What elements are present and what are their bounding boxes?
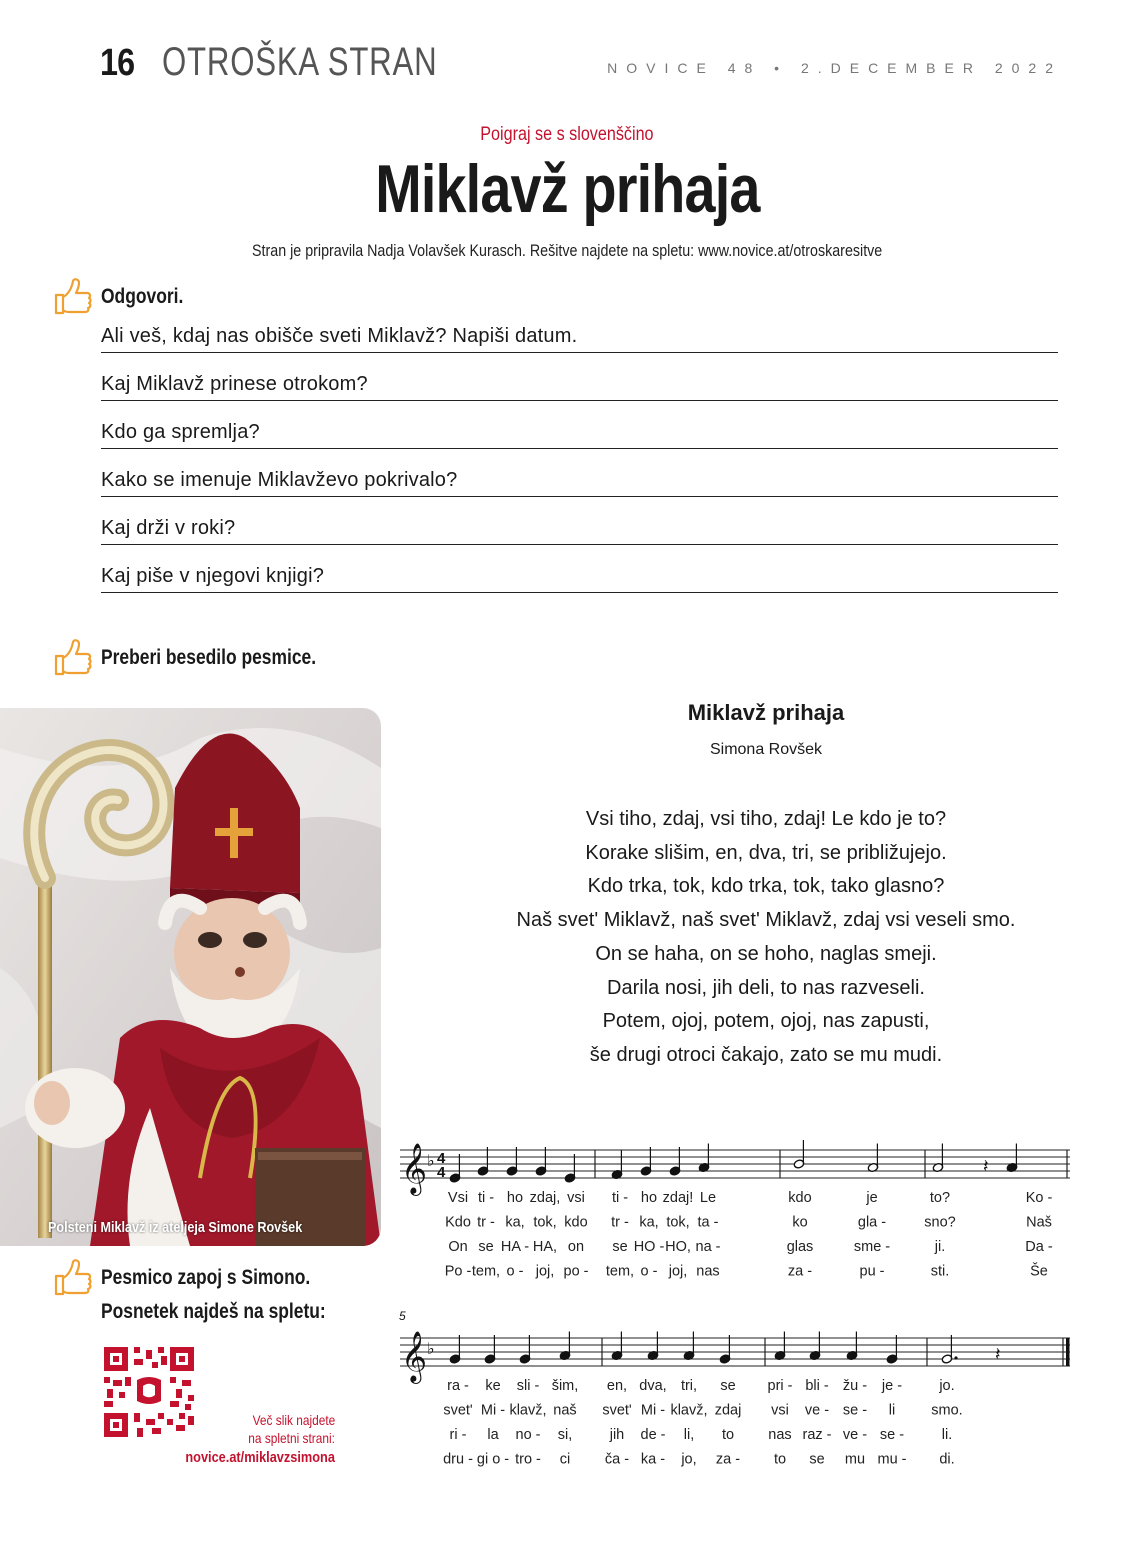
- lyric-syllable: ča -: [604, 1451, 630, 1468]
- lyric-syllable: po -: [563, 1263, 589, 1280]
- lyric-syllable: je: [866, 1190, 878, 1206]
- lyric-syllable: ke: [485, 1378, 501, 1394]
- lyric-syllable: nas: [696, 1263, 720, 1280]
- lyric-syllable: se: [720, 1378, 736, 1394]
- quarter-rest-icon: 𝄽: [983, 1156, 989, 1176]
- answer-line[interactable]: [101, 448, 1058, 449]
- question-row[interactable]: [101, 517, 1058, 547]
- lyrics-line: še drugi otroci čakajo, zato se mu mudi.: [589, 1043, 943, 1066]
- lyrics-line: Darila nosi, jih deli, to nas razveseli.: [607, 976, 925, 999]
- time-signature-top: 4: [437, 1150, 446, 1167]
- lyric-syllable: la: [487, 1427, 499, 1443]
- lyric-syllable: o -: [506, 1263, 524, 1280]
- lyric-syllable: zdaj,: [529, 1190, 561, 1206]
- lyric-syllable: se: [809, 1451, 825, 1468]
- task-sing-label-line1: Pesmico zapoj s Simono.: [101, 1266, 311, 1289]
- lyric-syllable: svet': [602, 1402, 632, 1419]
- task-read-label: Preberi besedilo pesmice.: [101, 646, 317, 669]
- question-row[interactable]: [101, 325, 1058, 355]
- lyric-syllable: ka,: [639, 1214, 659, 1231]
- lyrics-line: Kdo trka, tok, kdo trka, tok, tako glasno?: [587, 875, 945, 898]
- lyric-syllable: jo,: [681, 1451, 697, 1468]
- song-author: Simona Rovšek: [709, 741, 823, 758]
- lyric-syllable: vsi: [771, 1402, 789, 1419]
- lyric-syllable: HA,: [532, 1239, 558, 1255]
- more-note-line1: Več slik najdete: [252, 1412, 335, 1428]
- lyric-syllable: vsi: [567, 1190, 585, 1206]
- song-title: Miklavž prihaja: [687, 700, 845, 725]
- lyric-syllable: naš: [553, 1402, 577, 1419]
- lyric-syllable: sme -: [853, 1239, 891, 1255]
- lyric-syllable: Naš: [1026, 1214, 1052, 1231]
- question-row[interactable]: [101, 565, 1058, 595]
- lyric-syllable: on: [567, 1239, 585, 1255]
- lyric-syllable: kdo: [788, 1190, 812, 1206]
- lyric-syllable: jo.: [939, 1378, 955, 1394]
- lyric-syllable: Še: [1030, 1263, 1048, 1280]
- sheet-music: [395, 1125, 1075, 1485]
- lyric-syllable: kdo: [564, 1214, 588, 1231]
- answer-line[interactable]: [101, 352, 1058, 353]
- page-title: [0, 150, 1134, 228]
- lyric-syllable: Ko -: [1025, 1190, 1053, 1206]
- task-sing-label-line2: Posnetek najdeš na spletu:: [101, 1300, 326, 1323]
- lyric-syllable: HO -: [633, 1239, 665, 1255]
- lyric-syllable: Mi -: [480, 1402, 506, 1419]
- section-name: OTROŠKA STRAN: [162, 40, 438, 84]
- lyric-syllable: ho: [506, 1190, 524, 1206]
- lyric-syllable: tr -: [477, 1214, 495, 1231]
- answer-line[interactable]: [101, 400, 1058, 401]
- more-note-line2: na spletni strani:: [248, 1430, 335, 1446]
- qr-code-icon[interactable]: [104, 1347, 194, 1437]
- lyric-syllable: li: [888, 1402, 896, 1419]
- lyric-syllable: ve -: [804, 1402, 830, 1419]
- lyric-syllable: li.: [941, 1427, 953, 1443]
- lyric-syllable: Mi -: [640, 1402, 666, 1419]
- lyric-syllable: to?: [929, 1190, 951, 1206]
- lyric-syllable: šim,: [551, 1378, 579, 1394]
- lyric-syllable: pri -: [767, 1378, 793, 1394]
- issue-info: NOVICE 48 • 2.DECEMBER 2022: [607, 60, 1062, 76]
- lyric-syllable: svet': [443, 1402, 473, 1419]
- lyric-syllable: nas: [768, 1427, 792, 1443]
- lyric-syllable: glas: [786, 1239, 814, 1255]
- treble-clef-icon: 𝄞: [401, 1144, 428, 1193]
- lyric-syllable: se -: [879, 1427, 905, 1443]
- lyric-syllable: pu -: [859, 1263, 885, 1280]
- credit-text: Stran je pripravila Nadja Volavšek Kurasch. Rešitve najdete na spletu: www.novice.at/otroskaresitve: [251, 241, 883, 260]
- song-lyrics: [466, 803, 1066, 1073]
- lyric-syllable: ho: [640, 1190, 658, 1206]
- lyric-syllable: tr -: [611, 1214, 629, 1231]
- lyric-syllable: to: [721, 1427, 735, 1443]
- more-link-text[interactable]: novice.at/miklavzsimona: [185, 1449, 335, 1466]
- lyric-syllable: na -: [695, 1239, 721, 1255]
- lyric-syllable: ri -: [449, 1427, 467, 1443]
- lyric-syllable: je -: [881, 1378, 903, 1394]
- more-photos-link[interactable]: [150, 1449, 335, 1466]
- lyric-syllable: tok,: [533, 1214, 557, 1231]
- lyric-syllable: ta -: [697, 1214, 719, 1231]
- lyrics-line: Naš svet' Miklavž, naš svet' Miklavž, zdaj vsi veseli smo.: [516, 909, 1016, 932]
- kicker-text: Poigraj se s slovenščino: [480, 124, 654, 145]
- lyric-syllable: di.: [939, 1451, 955, 1468]
- key-flat-icon: ♭: [427, 1341, 435, 1358]
- lyric-syllable: se -: [842, 1402, 868, 1419]
- lyrics-line: Potem, ojoj, potem, ojoj, nas zapusti,: [602, 1010, 930, 1033]
- lyric-syllable: ci: [559, 1451, 571, 1468]
- lyric-syllable: mu: [844, 1451, 866, 1468]
- answer-line[interactable]: [101, 496, 1058, 497]
- lyric-syllable: ti -: [611, 1190, 629, 1206]
- lyric-syllable: li,: [683, 1427, 695, 1443]
- photo-caption: Polsteni Miklavž iz ateljeja Simone Rovšek: [48, 1219, 303, 1236]
- lyric-syllable: o -: [640, 1263, 658, 1280]
- page-header: [100, 38, 1062, 88]
- lyric-syllable: klavž,: [509, 1402, 547, 1419]
- lyric-syllable: de -: [640, 1427, 666, 1443]
- lyric-syllable: žu -: [842, 1378, 868, 1394]
- lyric-syllable: Kdo: [445, 1214, 471, 1231]
- lyrics-line: Vsi tiho, zdaj, vsi tiho, zdaj! Le kdo je to?: [585, 808, 947, 830]
- thumbs-up-icon: [52, 277, 94, 317]
- question-row[interactable]: [101, 469, 1058, 499]
- lyric-syllable: sli -: [516, 1378, 540, 1394]
- lyric-syllable: Po -: [444, 1263, 472, 1280]
- lyric-syllable: si,: [557, 1427, 573, 1443]
- lyric-syllable: klavž,: [670, 1402, 708, 1419]
- lyric-syllable: ve -: [842, 1427, 868, 1443]
- question-text: Kaj piše v njegovi knjigi?: [101, 565, 332, 588]
- thumbs-up-icon: [52, 1258, 94, 1298]
- lyric-syllable: Le: [699, 1190, 717, 1206]
- key-flat-icon: ♭: [427, 1153, 435, 1170]
- lyric-syllable: zdaj: [714, 1402, 742, 1419]
- lyric-syllable: tem,: [605, 1263, 635, 1280]
- lyric-syllable: raz -: [802, 1427, 832, 1443]
- lyric-syllable: zdaj!: [662, 1190, 694, 1206]
- lyric-syllable: za -: [715, 1451, 741, 1468]
- lyric-syllable: ra -: [447, 1378, 469, 1394]
- time-signature-bottom: 4: [437, 1164, 446, 1181]
- sheet-music-svg: [395, 1125, 1075, 1485]
- lyric-syllable: za -: [787, 1263, 813, 1280]
- lyric-syllable: dru -: [443, 1451, 473, 1468]
- credit-line: [0, 241, 1134, 261]
- lyric-syllable: sti.: [930, 1263, 950, 1280]
- lyric-syllable: ka,: [505, 1214, 525, 1231]
- lyric-syllable: dva,: [639, 1378, 667, 1394]
- lyric-syllable: gla -: [857, 1214, 887, 1231]
- lyric-syllable: to: [773, 1451, 787, 1468]
- lyric-syllable: tro -: [515, 1451, 541, 1468]
- question-text: Kdo ga spremlja?: [101, 421, 268, 444]
- quarter-rest-icon: 𝄽: [995, 1344, 1001, 1364]
- lyric-syllable: ka -: [640, 1451, 666, 1468]
- answer-line[interactable]: [101, 544, 1058, 545]
- lyric-syllable: joj,: [668, 1263, 688, 1280]
- lyric-syllable: se: [478, 1239, 494, 1255]
- lyric-syllable: gi o -: [476, 1451, 510, 1468]
- lyric-syllable: Da -: [1025, 1239, 1053, 1255]
- question-text: Kaj drži v roki?: [101, 517, 243, 540]
- lyric-syllable: en,: [606, 1378, 628, 1394]
- lyric-syllable: bli -: [805, 1378, 829, 1394]
- lyric-syllable: smo.: [931, 1402, 963, 1419]
- final-bar-line: [1066, 1338, 1070, 1366]
- task-answer-label: Odgovori.: [101, 285, 184, 308]
- lyric-syllable: tok,: [666, 1214, 690, 1231]
- question-text: Kako se imenuje Miklavževo pokrivalo?: [101, 469, 465, 492]
- lyrics-line: On se haha, on se hoho, naglas smeji.: [595, 942, 937, 965]
- page-title-text: Miklavž prihaja: [374, 151, 760, 227]
- question-row[interactable]: [101, 421, 1058, 451]
- lyric-syllable: no -: [515, 1427, 541, 1443]
- lyric-syllable: tem,: [471, 1263, 501, 1280]
- answer-line[interactable]: [101, 592, 1058, 593]
- lyric-syllable: ji.: [934, 1239, 946, 1255]
- lyrics-line: Korake slišim, en, dva, tri, se približujejo.: [585, 841, 947, 864]
- thumbs-up-icon: [52, 638, 94, 678]
- question-text: Ali veš, kdaj nas obišče sveti Miklavž? Napiši datum.: [101, 325, 585, 348]
- lyric-syllable: ko: [792, 1214, 808, 1231]
- treble-clef-icon: 𝄞: [401, 1332, 428, 1381]
- lyric-syllable: jih: [609, 1427, 625, 1443]
- lyric-syllable: joj,: [535, 1263, 555, 1280]
- lyric-syllable: On: [448, 1239, 468, 1255]
- lyric-syllable: se: [612, 1239, 628, 1255]
- lyric-syllable: tri,: [680, 1378, 698, 1394]
- measure-number: 5: [399, 1309, 406, 1323]
- page-number: 16: [100, 42, 135, 84]
- lyric-syllable: ti -: [477, 1190, 495, 1206]
- question-text: Kaj Miklavž prinese otrokom?: [101, 373, 376, 396]
- miklavz-photo: [0, 708, 381, 1246]
- lyric-syllable: Vsi: [447, 1190, 469, 1206]
- lyric-syllable: HA -: [500, 1239, 530, 1255]
- note-dot: [954, 1356, 957, 1359]
- lyric-syllable: HO,: [665, 1239, 691, 1255]
- more-photos-note: [200, 1411, 335, 1447]
- question-row[interactable]: [101, 373, 1058, 403]
- lyric-syllable: mu -: [877, 1451, 907, 1468]
- lyric-syllable: sno?: [924, 1214, 956, 1231]
- kicker: [0, 124, 1134, 146]
